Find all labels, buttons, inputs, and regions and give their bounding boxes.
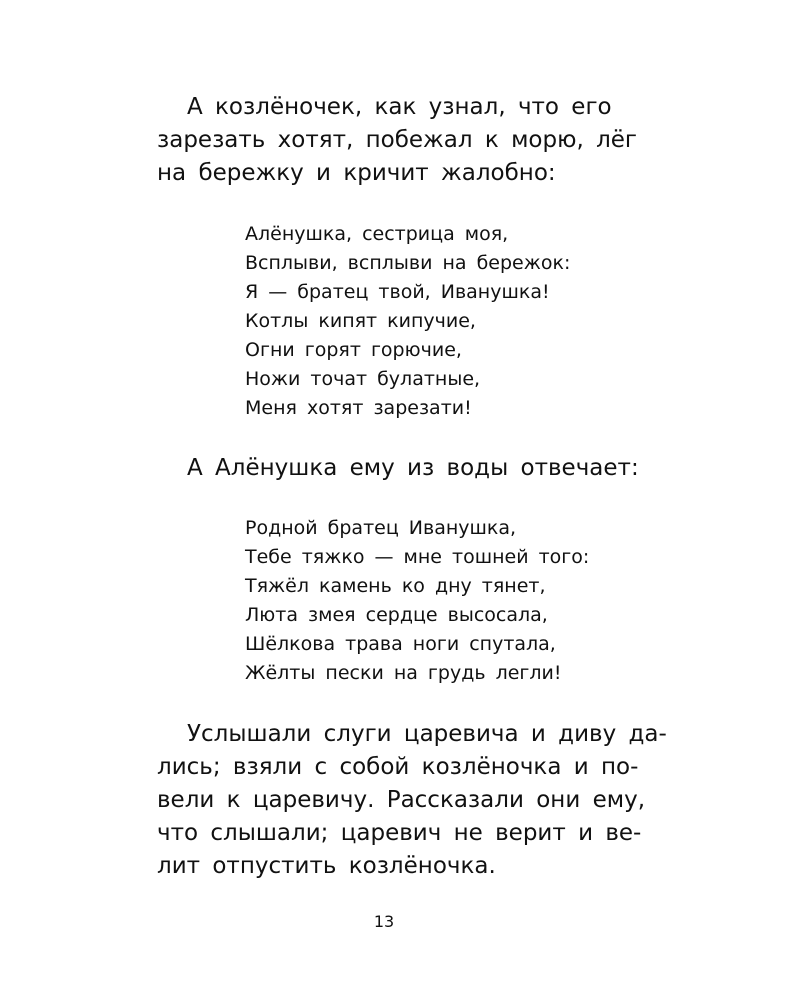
verse-line: Огни горят горючие, [245, 339, 462, 361]
verse-line: Всплыви, всплыви на бережок: [245, 252, 571, 274]
paragraph-line: лит отпустить козлёночка. [157, 853, 496, 879]
verse-line: Тебе тяжко — мне тошней того: [245, 546, 590, 568]
verse-line: Люта змея сердце высосала, [245, 604, 548, 626]
paragraph-1 [157, 91, 638, 190]
paragraph-line: на бережку и кричит жалобно: [157, 160, 556, 186]
paragraph-line: А козлёночек, как узнал, что его [187, 94, 612, 120]
paragraph-2: А Алёнушка ему из воды отвечает: [187, 455, 639, 481]
verse-line: Алёнушка, сестрица моя, [245, 223, 509, 245]
paragraph-line: вели к царевичу. Рассказали они ему, [157, 787, 646, 813]
verse-line: Меня хотят зарезати! [245, 397, 472, 419]
verse-line: Ножи точат булатные, [245, 368, 481, 390]
verse-line: Шёлкова трава ноги спутала, [245, 633, 556, 655]
verse-2 [245, 514, 589, 688]
verse-line: Котлы кипят кипучие, [245, 310, 476, 332]
paragraph-3 [157, 718, 667, 883]
paragraph-line: что слышали; царевич не верит и ве- [157, 820, 642, 846]
paragraph-line: Услышали слуги царевича и диву да- [187, 721, 667, 747]
verse-line: Жёлты пески на грудь легли! [245, 662, 562, 684]
paragraph-line: зарезать хотят, побежал к морю, лёг [157, 127, 638, 153]
verse-line: Тяжёл камень ко дну тянет, [245, 575, 546, 597]
verse-line: Я — братец твой, Иванушка! [245, 281, 550, 303]
verse-1 [245, 220, 570, 423]
page-number: 13 [373, 912, 395, 931]
paragraph-line: лись; взяли с собой козлёночка и по- [157, 754, 639, 780]
verse-line: Родной братец Иванушка, [245, 517, 517, 539]
